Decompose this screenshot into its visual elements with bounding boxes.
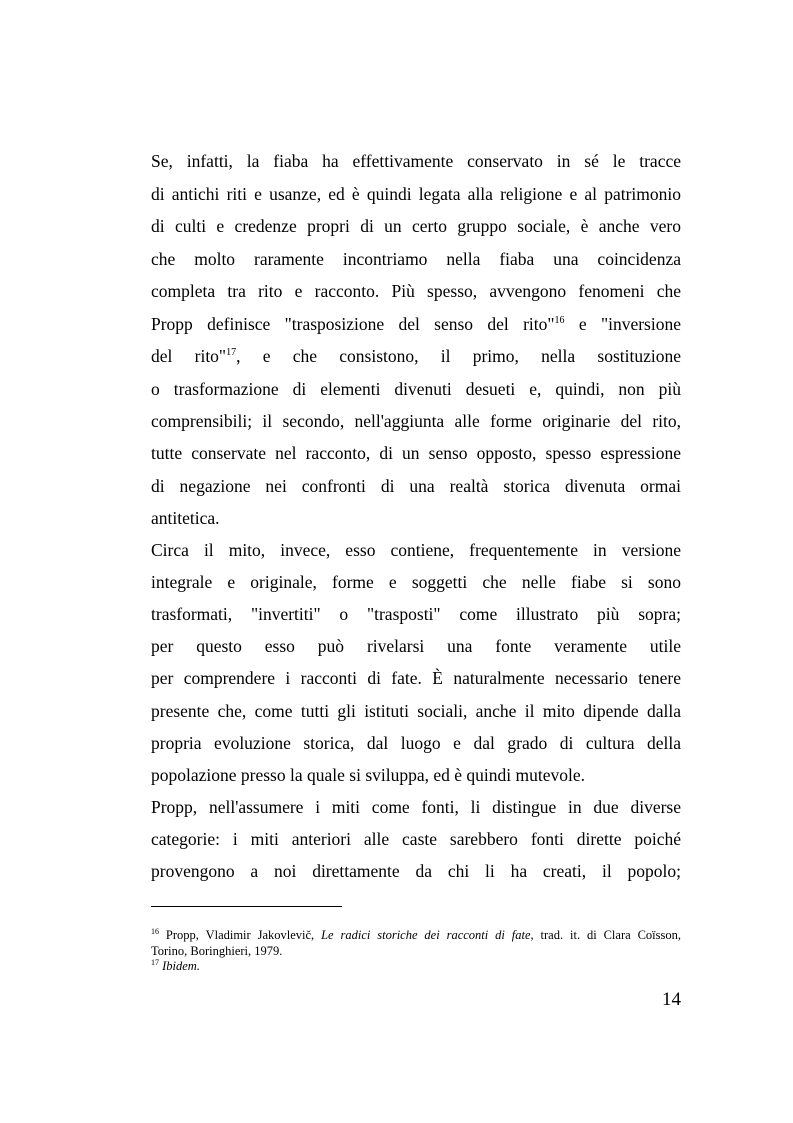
footnote-marker: 17 — [151, 958, 159, 967]
footnote-ref-16[interactable]: 16 — [554, 315, 565, 326]
page-number: 14 — [662, 989, 681, 1010]
body-line: o trasformazione di elementi divenuti desueti e, quindi, non più — [151, 379, 681, 399]
footnote-text: , trad. it. di Clara Coïsson, — [530, 928, 681, 942]
body-line: categorie: i miti anteriori alle caste sarebbero fonti dirette poiché — [151, 829, 681, 849]
body-line: di negazione nei confronti di una realtà storica divenuta ormai — [151, 476, 681, 496]
body-line: integrale e originale, forme e soggetti che nelle fiabe si sono — [151, 572, 681, 592]
footnote-17 — [151, 958, 681, 974]
body-line: Circa il mito, invece, esso contiene, frequentemente in versione — [151, 540, 681, 560]
body-text: e "inversione — [564, 314, 681, 334]
body-line: comprensibili; il secondo, nell'aggiunta alle forme originarie del rito, — [151, 411, 681, 431]
body-text: Propp definisce "trasposizione del senso del rito" — [151, 314, 555, 334]
body-line — [151, 345, 681, 367]
footnote-book-title: Le radici storiche dei racconti di fate — [321, 928, 531, 942]
footnote-text: Ibidem. — [162, 959, 200, 973]
body-text: del rito" — [151, 346, 227, 366]
body-line: per comprendere i racconti di fate. È naturalmente necessario tenere — [151, 668, 681, 688]
footnote-16 — [151, 927, 681, 943]
body-line: completa tra rito e racconto. Più spesso, avvengono fenomeni che — [151, 281, 681, 301]
body-line: Se, infatti, la fiaba ha effettivamente conservato in sé le tracce — [151, 151, 681, 171]
body-line: antitetica. — [151, 508, 220, 528]
body-line: trasformati, "invertiti" o "trasposti" come illustrato più sopra; — [151, 604, 681, 624]
body-line: di culti e credenze propri di un certo gruppo sociale, è anche vero — [151, 216, 681, 236]
footnote-marker: 16 — [151, 927, 159, 936]
body-line: presente che, come tutti gli istituti sociali, anche il mito dipende dalla — [151, 701, 681, 721]
footnote-text: Propp, Vladimir Jakovlevič, — [159, 928, 322, 942]
body-line: tutte conservate nel racconto, di un senso opposto, spesso espressione — [151, 443, 681, 463]
body-line: provengono a noi direttamente da chi li ha creati, il popolo; — [151, 861, 681, 881]
body-line: per questo esso può rivelarsi una fonte veramente utile — [151, 636, 681, 656]
body-line: che molto raramente incontriamo nella fiaba una coincidenza — [151, 249, 681, 269]
body-line: di antichi riti e usanze, ed è quindi legata alla religione e al patrimonio — [151, 184, 681, 204]
footnote-ref-17[interactable]: 17 — [226, 347, 237, 358]
body-line: popolazione presso la quale si sviluppa, ed è quindi mutevole. — [151, 765, 585, 785]
body-line — [151, 313, 681, 335]
body-line: Propp, nell'assumere i miti come fonti, li distingue in due diverse — [151, 797, 681, 817]
footnote-16-continued: Torino, Boringhieri, 1979. — [151, 944, 283, 958]
body-text: , e che consistono, il primo, nella sostituzione — [236, 346, 681, 366]
footnote-separator — [151, 906, 342, 907]
body-line: propria evoluzione storica, dal luogo e dal grado di cultura della — [151, 733, 681, 753]
